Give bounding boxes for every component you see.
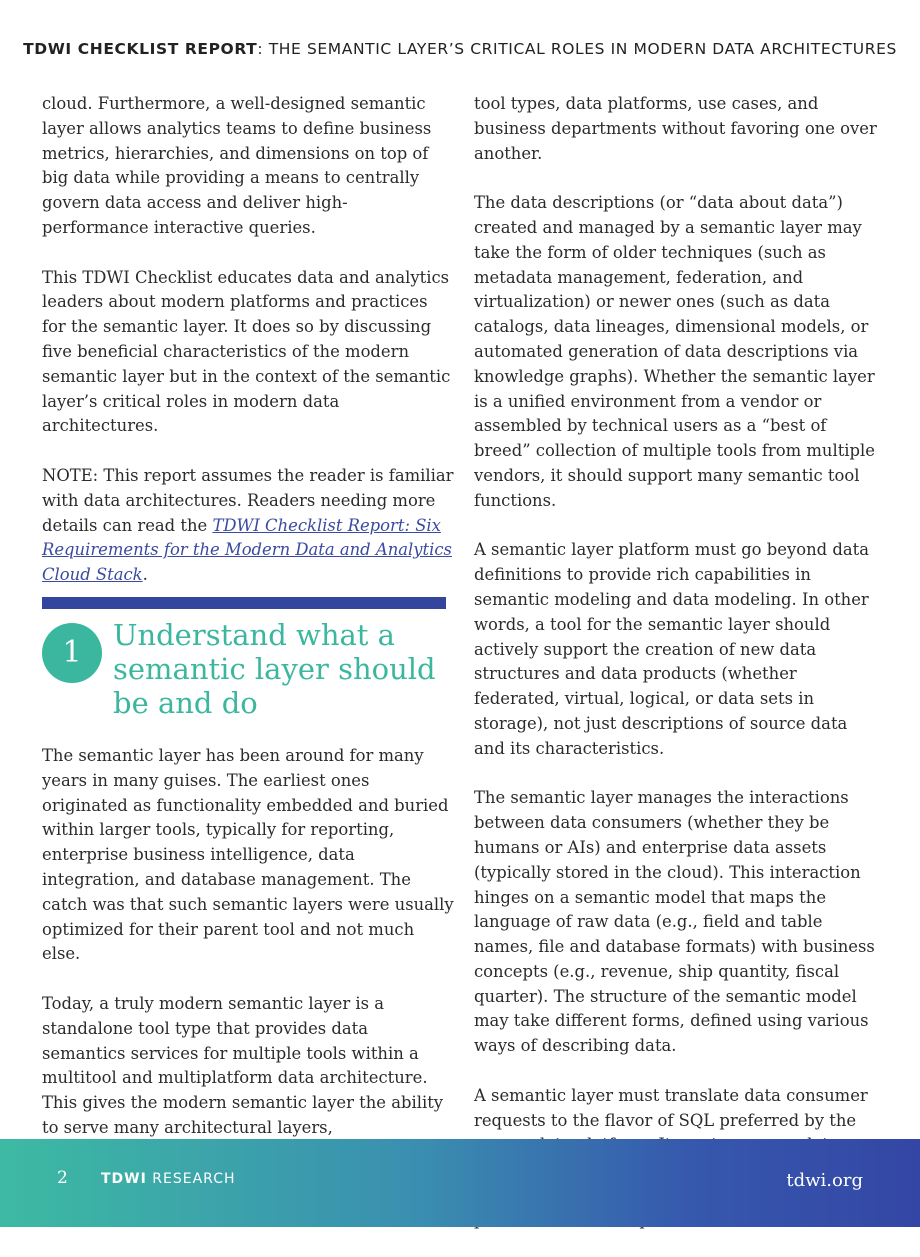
section-title: Understand what a semantic layer should be and do [113,618,436,720]
paragraph: This TDWI Checklist educates data and analytics leaders about modern platforms and practices for the semantic layer. It does so by discussing five beneficial characteristics of the modern semantic layer but in the context of the semantic layer’s critical roles in modern data architectures. [42,267,451,436]
paragraph: A semantic layer must translate data consumer requests to the flavor of SQL preferred by the [474,1085,868,1130]
left-column-top [42,92,454,613]
brand-rest: RESEARCH [146,1171,236,1187]
page-number: 2 [57,1168,68,1188]
brand-bold: TDWI [101,1171,147,1187]
paragraph: A semantic layer platform must go beyond data definitions to provide rich capabilities in semantic modeling and data modeling. In other words, a tool for the semantic layer should actively support the creation of new data structures and data products (whether federated, virtual, logical, or data sets in storage), not just descriptions of source data and its characteristics. [474,540,869,758]
section-number-badge: 1 [42,623,102,683]
paragraph: cloud. Furthermore, a well-designed semantic layer allows analytics teams to define business metrics, hierarchies, and dimensions on top of big data while providing a means to centrally govern data access and deliver high-performance interactive queries. [42,94,432,237]
note-text: NOTE: This report assumes the reader is familiar with data architectures. Readers needing more details can read the [42,465,454,535]
page-footer [0,1139,920,1227]
running-header [0,40,920,58]
note-end: . [142,565,148,585]
paragraph: Today, a truly modern semantic layer is a standalone tool type that provides data semantics services for multiple tools within a multitool and multiplatform data architecture. This gives the modern semantic layer the ability to serve many architectural layers, [42,993,444,1137]
header-report-name: TDWI CHECKLIST REPORT [23,40,258,58]
site-link[interactable]: tdwi.org [786,1170,863,1191]
checklist-report-link[interactable]: TDWI Checklist Report: Six Requirements for the Modern Data and Analytics Cloud Stack [42,515,452,585]
note-paragraph [42,464,454,588]
paragraph: The semantic layer manages the interactions between data consumers (whether they be humans or AIs) and enterprise data assets (typically stored in the cloud). This interaction hinges on a semantic model that maps the language of raw data (e.g., field and table names, file and database formats) with business concepts (e.g., revenue, ship quantity, fiscal quarter). The structure of the semantic model may take different forms, defined using various ways of describing data. [474,788,875,1056]
paragraph: The data descriptions (or “data about data”) created and managed by a semantic layer may take the form of older techniques (such as metadata management, federation, and virtualization) or newer ones (such as data catalogs, data lineages, dimensional models, or automated generation of data descriptions via knowledge graphs). Whether the semantic layer is a unified environment from a vendor or assembled by technical users as a “best of breed” collection of multiple tools from multiple vendors, it should support many semantic tool functions. [474,193,875,510]
brand-logo [101,1171,236,1187]
paragraph: The semantic layer has been around for many years in many guises. The earliest ones originated as functionality embedded and buried within larger tools, typically for reporting, enterprise business intelligence, data integration, and database management. The catch was that such semantic layers were usually optimized for their parent tool and not much else. [42,746,454,964]
right-column [474,92,880,1257]
paragraph: tool types, data platforms, use cases, and business departments without favoring one over another. [474,94,877,163]
section-divider-bar [42,597,446,609]
left-column-bottom [42,744,454,1166]
header-report-title: : THE SEMANTIC LAYER’S CRITICAL ROLES IN MODERN DATA ARCHITECTURES [257,40,897,58]
